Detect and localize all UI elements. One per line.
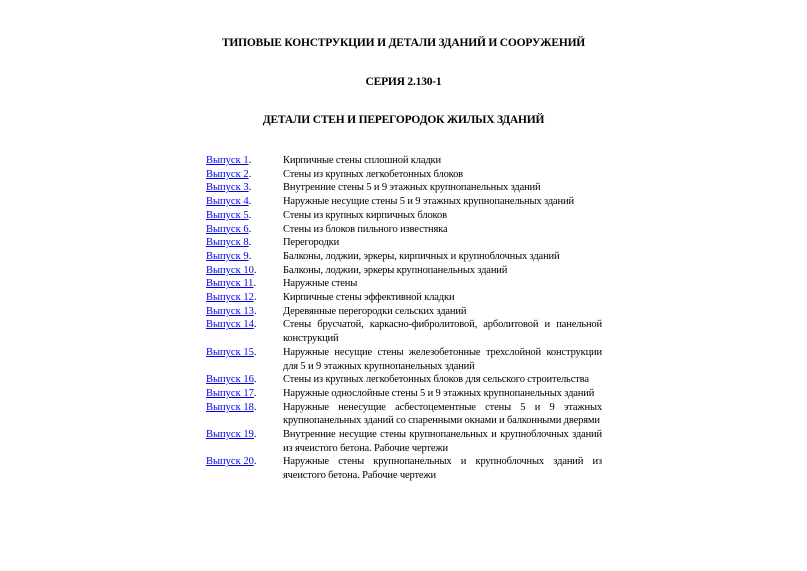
issue-link-suffix: . — [253, 264, 257, 276]
issue-link-cell — [206, 387, 283, 401]
issue-link[interactable]: Выпуск 13 — [206, 305, 254, 317]
issue-description: Наружные несущие стены 5 и 9 этажных крупнопанельных зданий — [283, 196, 574, 208]
issue-link-cell — [206, 209, 283, 223]
issue-link-cell — [206, 305, 283, 319]
issue-link-cell — [206, 154, 283, 168]
issue-link-suffix: . — [253, 374, 257, 386]
issue-link-suffix: . — [248, 182, 252, 194]
issue-description: Кирпичные стены сплошной кладки — [283, 155, 441, 166]
issue-link[interactable]: Выпуск 14 — [206, 319, 254, 331]
issue-link-cell — [206, 291, 283, 305]
issue-description: Стены из блоков пильного известняка — [283, 223, 448, 235]
issue-description: Внутренние несущие стены крупнопанельных и крупноблочных зданий из ячеистого бетона. Рабочие чертежи — [283, 429, 602, 454]
issue-link[interactable]: Выпуск 10 — [206, 264, 254, 276]
issue-link-cell — [206, 250, 283, 264]
issue-link-suffix: . — [253, 278, 257, 290]
issue-link[interactable]: Выпуск 12 — [206, 292, 254, 304]
issue-row — [206, 250, 602, 264]
issue-description: Стены из крупных легкобетонных блоков — [283, 168, 463, 180]
issue-row — [206, 346, 602, 373]
issue-description: Стены из крупных кирпичных блоков — [283, 209, 447, 221]
issue-row — [206, 168, 602, 182]
issue-link[interactable]: Выпуск 20 — [206, 456, 254, 468]
issue-description: Кирпичные стены эффективной кладки — [283, 292, 455, 304]
issue-link-suffix: . — [253, 401, 257, 413]
document-subtitle: ДЕТАЛИ СТЕН И ПЕРЕГОРОДОК ЖИЛЫХ ЗДАНИЙ — [262, 114, 545, 126]
series-title: СЕРИЯ 2.130-1 — [365, 76, 442, 88]
issue-link[interactable]: Выпуск 5 — [206, 209, 249, 221]
issue-link-suffix: . — [253, 292, 257, 304]
issue-row — [206, 455, 602, 482]
issue-description: Балконы, лоджии, эркеры крупнопанельных зданий — [283, 264, 508, 276]
issue-row — [206, 181, 602, 195]
issue-row — [206, 401, 602, 428]
issue-description: Внутренние стены 5 и 9 этажных крупнопанельных зданий — [283, 182, 541, 194]
issue-link-cell — [206, 318, 283, 345]
issue-link[interactable]: Выпуск 4 — [206, 196, 249, 208]
issue-link-suffix: . — [248, 237, 252, 249]
issue-link[interactable]: Выпуск 1 — [206, 155, 249, 166]
issue-row — [206, 264, 602, 278]
issue-description: Стены из крупных легкобетонных блоков для сельского строительства — [283, 374, 589, 386]
issue-link-suffix: . — [253, 305, 257, 317]
issue-description: Наружные стены — [283, 278, 358, 290]
issue-link-suffix: . — [253, 429, 257, 441]
issue-link-cell — [206, 401, 283, 428]
issue-link-cell — [206, 455, 283, 482]
issue-description: Стены брусчатой, каркасно-фибролитовой, арболитовой и панельной конструкций — [283, 319, 602, 345]
issue-row — [206, 318, 602, 345]
issue-row — [206, 305, 602, 319]
issue-row — [206, 223, 602, 237]
issue-link-suffix: . — [248, 223, 252, 235]
issue-row — [206, 373, 602, 387]
issue-link-cell — [206, 168, 283, 182]
issue-link[interactable]: Выпуск 15 — [206, 346, 254, 358]
issue-link-suffix: . — [248, 168, 252, 180]
issue-link-cell — [206, 346, 283, 373]
issue-row — [206, 195, 602, 209]
issue-link[interactable]: Выпуск 17 — [206, 387, 254, 399]
issue-link-cell — [206, 264, 283, 278]
issue-row — [206, 277, 602, 291]
issue-link[interactable]: Выпуск 6 — [206, 223, 249, 235]
issue-link-cell — [206, 428, 283, 455]
issue-link-cell — [206, 223, 283, 237]
issue-link-cell — [206, 373, 283, 387]
issue-description: Перегородки — [283, 237, 340, 249]
issue-link-suffix: . — [248, 155, 252, 166]
issue-link[interactable]: Выпуск 16 — [206, 374, 254, 386]
issue-row — [206, 154, 602, 168]
issue-link[interactable]: Выпуск 11 — [206, 278, 254, 290]
issue-link-suffix: . — [253, 387, 257, 399]
issue-description: Наружные стены крупнопанельных и крупноблочных зданий из ячеистого бетона. Рабочие чертежи — [283, 456, 602, 482]
issue-link-suffix: . — [248, 250, 252, 262]
issue-link[interactable]: Выпуск 18 — [206, 401, 254, 413]
issue-link[interactable]: Выпуск 3 — [206, 182, 249, 194]
issue-link-suffix: . — [253, 319, 257, 331]
issue-row — [206, 428, 602, 455]
issue-description: Деревянные перегородки сельских зданий — [283, 305, 467, 317]
issue-row — [206, 209, 602, 223]
issue-row — [206, 387, 602, 401]
document-title: ТИПОВЫЕ КОНСТРУКЦИИ И ДЕТАЛИ ЗДАНИЙ И СООРУЖЕНИЙ — [221, 37, 586, 49]
issue-description: Балконы, лоджии, эркеры, кирпичных и крупноблочных зданий — [283, 250, 560, 262]
issue-link-cell — [206, 236, 283, 250]
issue-link[interactable]: Выпуск 9 — [206, 250, 249, 262]
issue-link-suffix: . — [253, 346, 257, 358]
issue-description: Наружные ненесущие асбестоцементные стены 5 и 9 этажных крупнопанельных зданий со спаренными окнами и балконными дверями — [283, 401, 602, 427]
issue-link[interactable]: Выпуск 19 — [206, 429, 254, 441]
issue-link[interactable]: Выпуск 8 — [206, 237, 249, 249]
issue-row — [206, 291, 602, 305]
issue-row — [206, 236, 602, 250]
issues-list — [206, 154, 602, 483]
issue-link-suffix: . — [253, 456, 257, 468]
issue-link[interactable]: Выпуск 2 — [206, 168, 249, 180]
issue-link-cell — [206, 277, 283, 291]
issue-link-cell — [206, 181, 283, 195]
issue-link-cell — [206, 195, 283, 209]
issue-link-suffix: . — [248, 196, 252, 208]
issue-link-suffix: . — [248, 209, 252, 221]
issue-description: Наружные однослойные стены 5 и 9 этажных крупнопанельных зданий — [283, 387, 595, 399]
issue-description: Наружные несущие стены железобетонные трехслойной конструкции для 5 и 9 этажных крупнопанельных зданий — [283, 346, 602, 372]
